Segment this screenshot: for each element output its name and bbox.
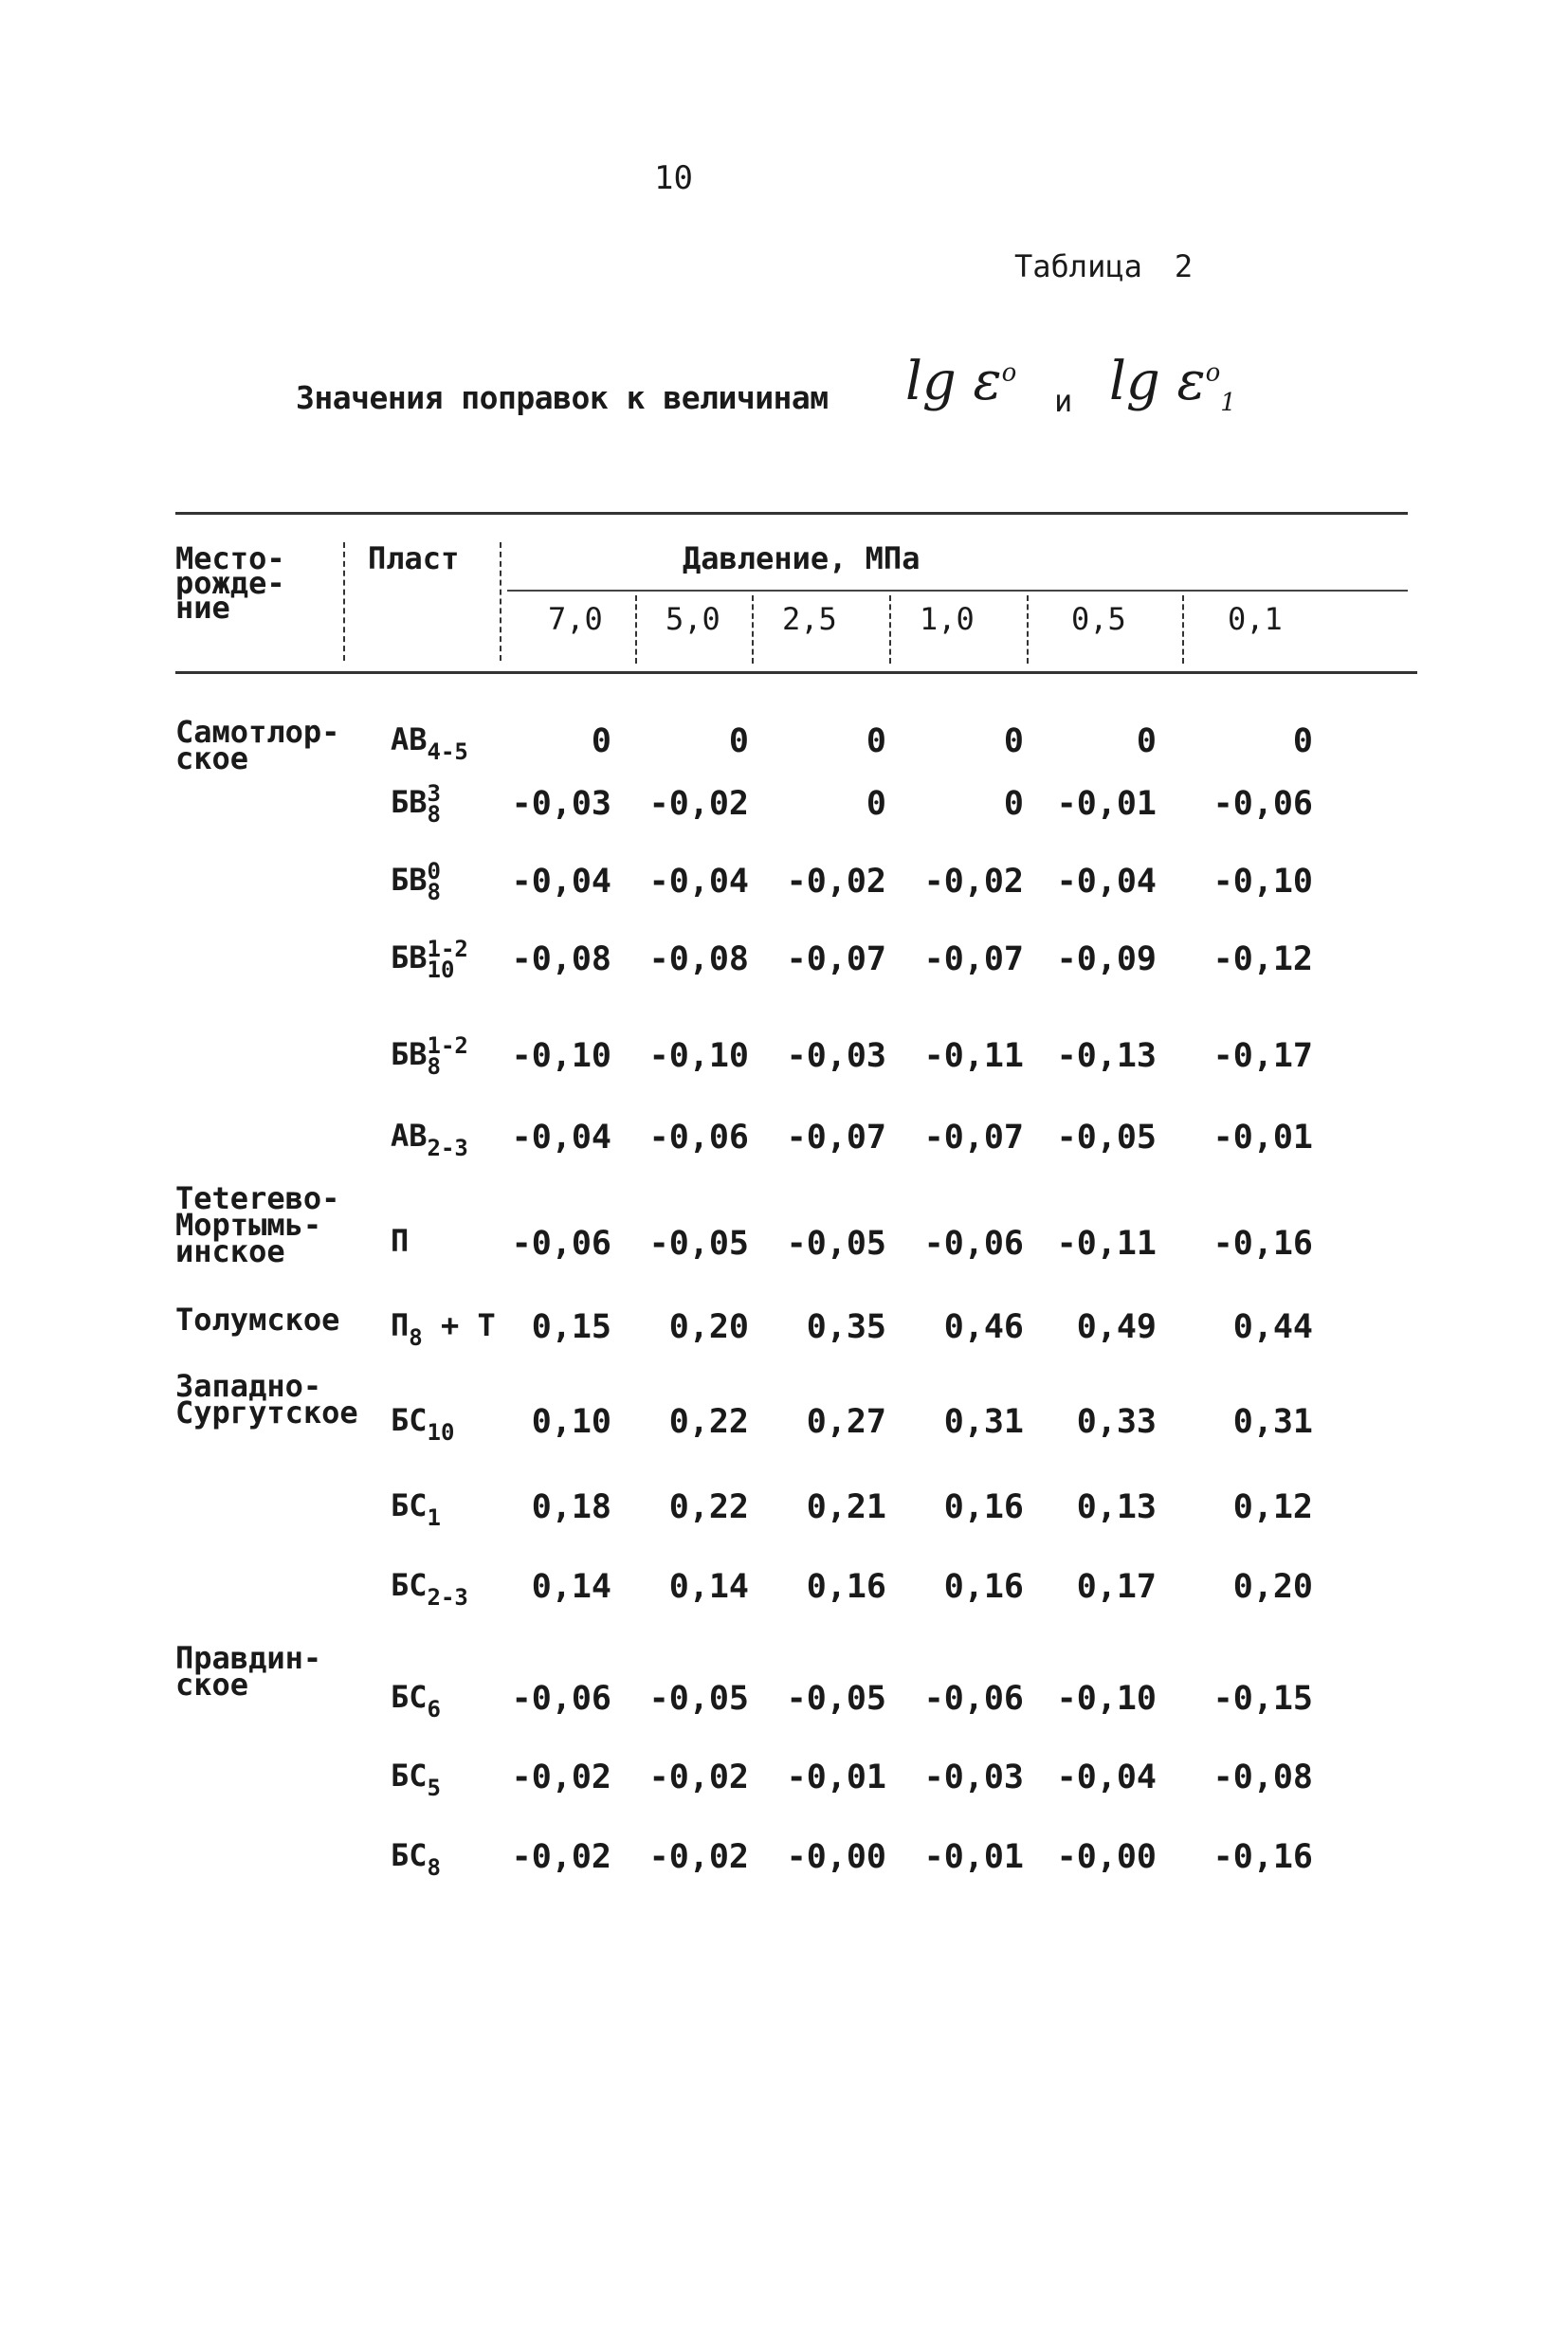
table-number: 2 (1174, 248, 1194, 284)
col-sep-7 (1182, 595, 1184, 664)
table-cell: 0,31 (943, 1403, 1024, 1441)
col-sep-1 (343, 542, 345, 661)
header-layer: Пласт (368, 540, 460, 576)
layer-name: П 8 + Т (391, 1307, 496, 1351)
header-pressure: Давление, МПа (683, 540, 921, 576)
table-cell: -0,06 (511, 1225, 611, 1263)
table-cell: 0,16 (806, 1568, 886, 1606)
table-cell: -0,06 (511, 1680, 611, 1718)
table-cell: 0,31 (1232, 1403, 1313, 1441)
table-cell: -0,09 (1056, 940, 1157, 978)
table-cell: -0,12 (1212, 940, 1313, 978)
formula2-sup: o (1205, 358, 1221, 388)
table-cell: -0,04 (511, 863, 611, 901)
layer-name: БВ 0 8 (391, 858, 441, 905)
table-cell: 0 (866, 722, 886, 760)
table-cell: -0,06 (648, 1119, 749, 1157)
header-p-0-1: 0,1 (1228, 601, 1283, 637)
table-label-text: Таблица (1014, 248, 1142, 284)
table-cell: 0,16 (943, 1568, 1024, 1606)
field-name: Правдин- ское (175, 1640, 322, 1703)
table-cell: 0,12 (1232, 1488, 1313, 1526)
table-cell: -0,01 (1056, 785, 1157, 823)
table-cell: -0,05 (648, 1680, 749, 1718)
table-cell: -0,05 (786, 1225, 886, 1263)
table-cell: -0,06 (1212, 785, 1313, 823)
table-cell: 0,15 (531, 1308, 611, 1346)
table-cell: -0,16 (1212, 1225, 1313, 1263)
table-cell: -0,05 (648, 1225, 749, 1263)
header-p-5-0: 5,0 (665, 601, 720, 637)
table-cell: -0,06 (923, 1225, 1024, 1263)
field-name: Теterево- Мортымь- инское (175, 1180, 340, 1269)
header-p-1-0: 1,0 (920, 601, 975, 637)
table-cell: 0 (728, 722, 749, 760)
conjunction: и (1054, 383, 1073, 419)
table-cell: -0,04 (648, 863, 749, 901)
table-cell: 0 (591, 722, 611, 760)
layer-name: БВ 1-2 8 (391, 1032, 468, 1080)
table-cell: -0,10 (1056, 1680, 1157, 1718)
table-label (1014, 248, 1193, 284)
table-cell: 0,20 (668, 1308, 749, 1346)
table-cell: 0,18 (531, 1488, 611, 1526)
table-cell: -0,07 (786, 1119, 886, 1157)
table-cell: 0,13 (1076, 1488, 1157, 1526)
table-cell: -0,07 (923, 1119, 1024, 1157)
table-cell: -0,00 (1056, 1838, 1157, 1876)
table-cell: -0,08 (648, 940, 749, 978)
table-cell: 0,22 (668, 1488, 749, 1526)
table-cell: -0,02 (511, 1759, 611, 1796)
field-name: Западно- Сургутское (175, 1368, 358, 1431)
table-cell: 0,22 (668, 1403, 749, 1441)
layer-name: БС 10 (391, 1402, 455, 1446)
field-name: Толумское (175, 1302, 340, 1338)
layer-name: БС 2-3 (391, 1567, 468, 1611)
table-cell: -0,11 (1056, 1225, 1157, 1263)
table-cell: -0,03 (786, 1037, 886, 1075)
table-cell: 0 (1136, 722, 1157, 760)
table-cell: -0,10 (1212, 863, 1313, 901)
table-cell: 0 (1003, 722, 1024, 760)
table-cell: 0 (1003, 785, 1024, 823)
header-field: Место- рожде- ние (175, 540, 285, 626)
table-cell: -0,02 (511, 1838, 611, 1876)
table-cell: -0,07 (786, 940, 886, 978)
table-cell: 0,16 (943, 1488, 1024, 1526)
table-cell: -0,02 (786, 863, 886, 901)
table-cell: -0,04 (511, 1119, 611, 1157)
col-sep-6 (1027, 595, 1029, 664)
table-cell: -0,03 (923, 1759, 1024, 1796)
formula1-sup: o (1001, 358, 1017, 388)
layer-name: АВ 4-5 (391, 721, 468, 765)
formula2-sub: 1 (1220, 389, 1236, 418)
table-cell: -0,08 (1212, 1759, 1313, 1796)
table-cell: -0,03 (511, 785, 611, 823)
table-cell: -0,02 (648, 1838, 749, 1876)
table-cell: 0,10 (531, 1403, 611, 1441)
formula2-base: lg ε (1109, 351, 1206, 412)
table-cell: -0,01 (1212, 1119, 1313, 1157)
table-cell: -0,17 (1212, 1037, 1313, 1075)
field-name: Самотлор- ское (175, 714, 340, 776)
table-cell: -0,08 (511, 940, 611, 978)
table-cell: -0,02 (923, 863, 1024, 901)
table-cell: 0,27 (806, 1403, 886, 1441)
table-cell: -0,02 (648, 1759, 749, 1796)
formula-lg-eps1 (1109, 351, 1236, 417)
header-bottom-rule (175, 671, 1417, 674)
col-sep-3 (635, 595, 637, 664)
header-p-0-5: 0,5 (1071, 601, 1126, 637)
table-cell: -0,05 (786, 1680, 886, 1718)
layer-name: БС 1 (391, 1487, 441, 1531)
table-cell: -0,04 (1056, 863, 1157, 901)
layer-name: БС 5 (391, 1758, 441, 1801)
page-number: 10 (654, 159, 693, 197)
table-top-rule (175, 512, 1408, 515)
col-sep-4 (752, 595, 754, 664)
table-cell: -0,02 (648, 785, 749, 823)
table-cell: 0,21 (806, 1488, 886, 1526)
table-cell: -0,05 (1056, 1119, 1157, 1157)
layer-name: БС 6 (391, 1679, 441, 1722)
table-cell: -0,10 (648, 1037, 749, 1075)
header-sub-rule (507, 590, 1408, 592)
table-cell: -0,00 (786, 1838, 886, 1876)
table-cell: -0,11 (923, 1037, 1024, 1075)
table-cell: -0,04 (1056, 1759, 1157, 1796)
table-heading: Значения поправок к величинам (296, 379, 829, 416)
table-cell: -0,10 (511, 1037, 611, 1075)
table-cell: 0,35 (806, 1308, 886, 1346)
table-cell: 0,33 (1076, 1403, 1157, 1441)
table-cell: -0,13 (1056, 1037, 1157, 1075)
table-cell: 0 (1292, 722, 1313, 760)
layer-name: БВ 1-2 10 (391, 936, 468, 983)
table-cell: 0,49 (1076, 1308, 1157, 1346)
formula1-base: lg ε (905, 351, 1002, 412)
col-sep-2 (500, 542, 501, 661)
table-cell: 0,44 (1232, 1308, 1313, 1346)
table-cell: 0,17 (1076, 1568, 1157, 1606)
table-cell: -0,01 (786, 1759, 886, 1796)
table-cell: 0,14 (668, 1568, 749, 1606)
table-cell: -0,15 (1212, 1680, 1313, 1718)
table-cell: 0,46 (943, 1308, 1024, 1346)
table-cell: 0,14 (531, 1568, 611, 1606)
table-cell: 0,20 (1232, 1568, 1313, 1606)
col-sep-5 (889, 595, 891, 664)
formula-lg-eps0 (905, 351, 1016, 412)
header-p-2-5: 2,5 (782, 601, 837, 637)
table-cell: -0,07 (923, 940, 1024, 978)
table-cell: -0,01 (923, 1838, 1024, 1876)
layer-name: АВ 2-3 (391, 1118, 468, 1161)
layer-name: БВ 3 8 (391, 780, 441, 828)
table-cell: 0 (866, 785, 886, 823)
header-p-7-0: 7,0 (548, 601, 603, 637)
table-cell: -0,06 (923, 1680, 1024, 1718)
table-cell: -0,16 (1212, 1838, 1313, 1876)
layer-name: П (391, 1223, 410, 1259)
layer-name: БС 8 (391, 1837, 441, 1881)
